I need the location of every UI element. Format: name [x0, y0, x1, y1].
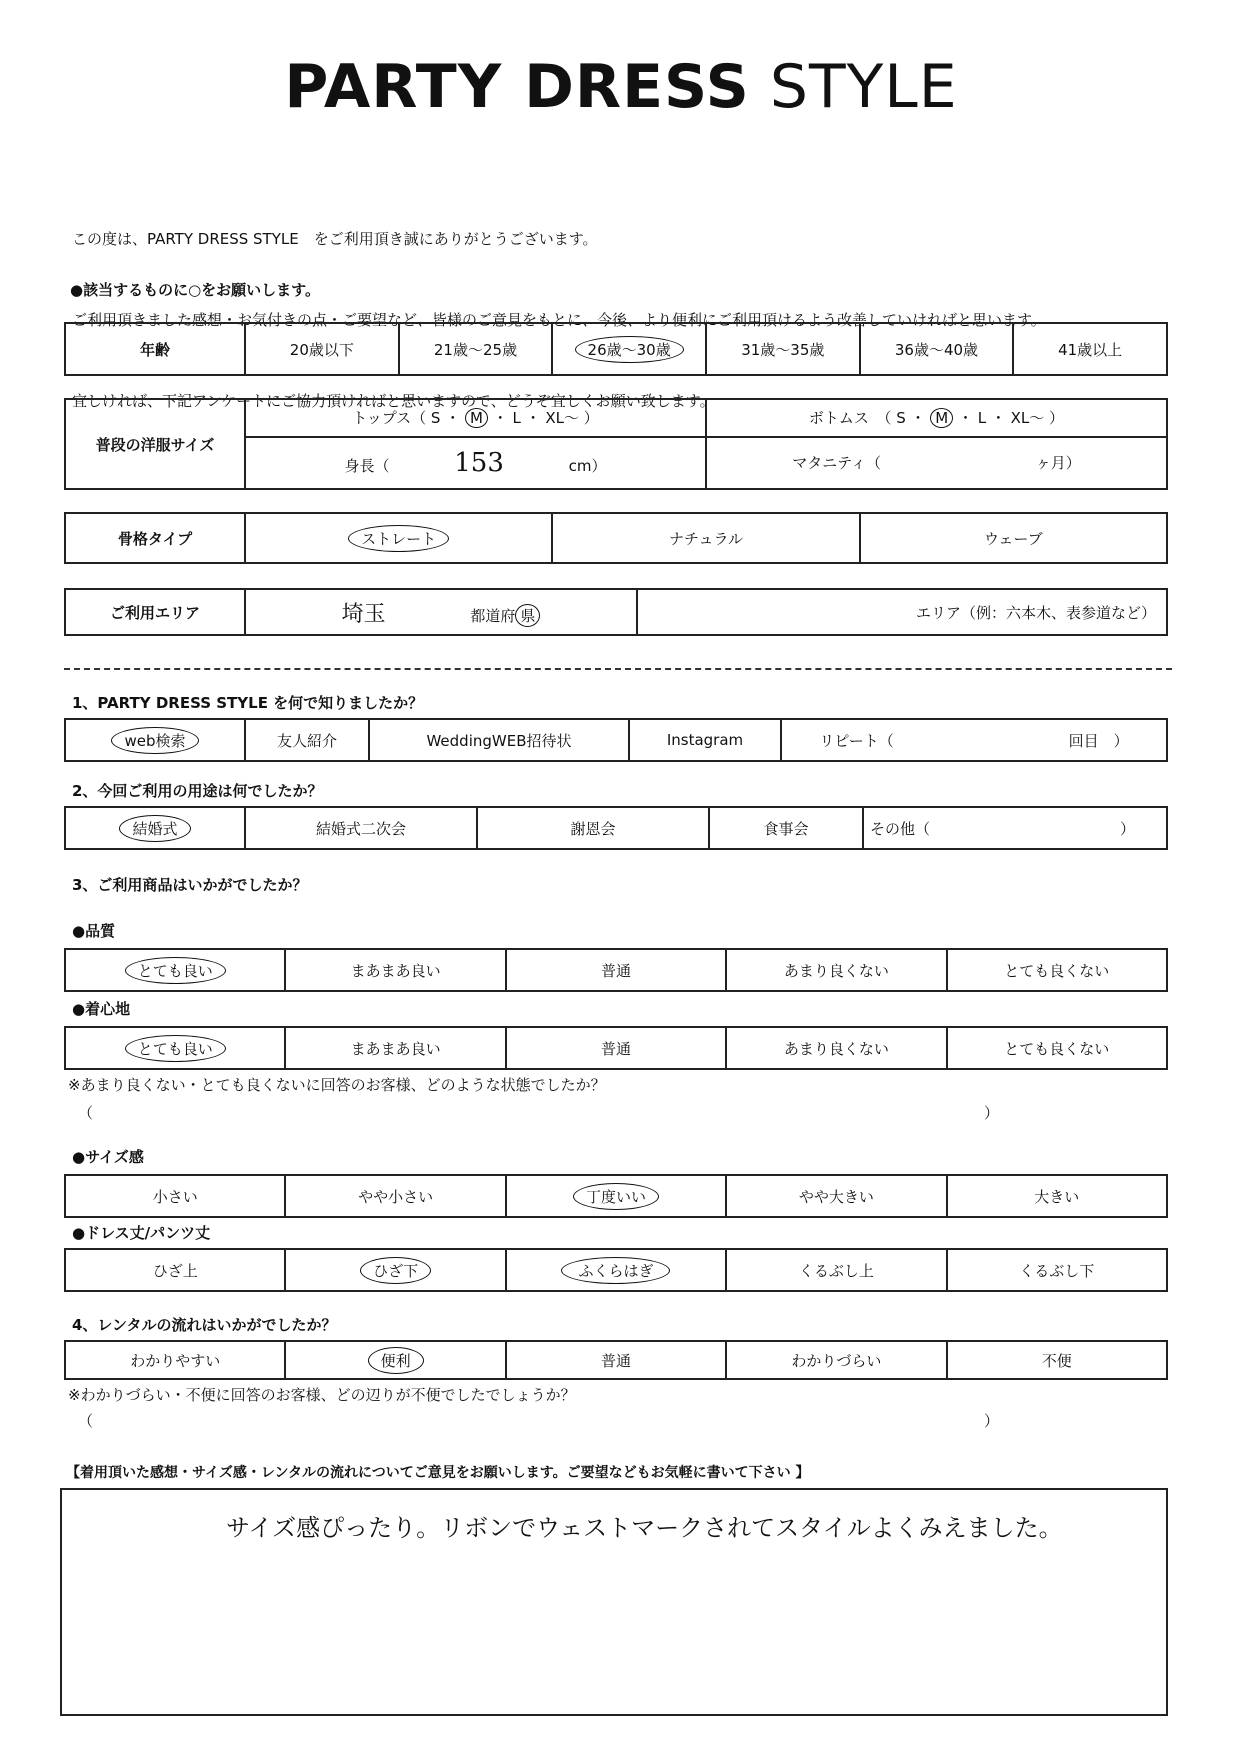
age-table — [64, 322, 1168, 376]
q4-note: ※わかりづらい・不便に回答のお客様、どの辺りが不便でしたでしょうか？ — [68, 1386, 576, 1404]
q4-option[interactable]: わかりやすい — [65, 1341, 285, 1379]
divider — [64, 668, 1172, 670]
quality-option[interactable]: とても良くない — [947, 949, 1167, 991]
fit-option[interactable]: 小さい — [65, 1175, 285, 1217]
length-option[interactable]: ひざ上 — [65, 1249, 285, 1291]
paren-open: （ — [78, 1104, 94, 1122]
size-label: 普段の洋服サイズ — [65, 399, 245, 489]
instruction: ●該当するものに○をお願いします。 — [70, 281, 320, 299]
fit-table — [64, 1174, 1168, 1218]
age-option[interactable]: 31歳～35歳 — [706, 323, 860, 375]
fit-option[interactable]: 大きい — [947, 1175, 1167, 1217]
q4-title: 4、レンタルの流れはいかがでしたか？ — [72, 1316, 337, 1334]
q1-option-selected[interactable]: web検索 — [65, 719, 245, 761]
comfort-option[interactable]: とても良くない — [947, 1027, 1167, 1069]
comfort-table — [64, 1026, 1168, 1070]
intro-line: ご利用頂きました感想・お気付きの点・ご要望など、皆様のご意見をもとに、今後、より便利にご利用頂けるよう改善していければと思います。 — [72, 311, 1046, 329]
quality-option[interactable]: あまり良くない — [726, 949, 946, 991]
prefecture-selected: 県 — [515, 604, 540, 627]
q2-table — [64, 806, 1168, 850]
q1-repeat[interactable]: リピート（ 回目 ） — [781, 719, 1167, 761]
comfort-option[interactable]: まあまあ良い — [285, 1027, 505, 1069]
comment-header: 【着用頂いた感想・サイズ感・レンタルの流れについてご意見をお願いします。ご要望などもお気軽に書いて下さい 】 — [66, 1465, 810, 1481]
intro-line: この度は、PARTY DRESS STYLE をご利用頂き誠にありがとうございます。 — [72, 230, 598, 248]
length-table — [64, 1248, 1168, 1292]
brand-logo — [0, 52, 1242, 122]
q2-option[interactable]: 謝恩会 — [477, 807, 709, 849]
q4-option[interactable]: 不便 — [947, 1341, 1167, 1379]
q2-option[interactable]: 結婚式二次会 — [245, 807, 477, 849]
comfort-option[interactable]: 普通 — [506, 1027, 726, 1069]
q1-option[interactable]: Instagram — [629, 719, 781, 761]
frame-option[interactable]: ウェーブ — [860, 513, 1167, 563]
quality-option-selected[interactable]: とても良い — [65, 949, 285, 991]
frame-table — [64, 512, 1168, 564]
frame-label: 骨格タイプ — [65, 513, 245, 563]
q1-option[interactable]: WeddingWEB招待状 — [369, 719, 629, 761]
size-table — [64, 398, 1168, 490]
logo-light: STYLE — [769, 52, 958, 122]
comfort-option-selected[interactable]: とても良い — [65, 1027, 285, 1069]
quality-option[interactable]: まあまあ良い — [285, 949, 505, 991]
age-option[interactable]: 20歳以下 — [245, 323, 399, 375]
age-option[interactable]: 21歳～25歳 — [399, 323, 553, 375]
area-label: ご利用エリア — [65, 589, 245, 635]
area-table — [64, 588, 1168, 636]
logo-bold: PARTY DRESS — [284, 52, 750, 122]
tops-size[interactable]: トップス（ S ・ M ・ L ・ XL～ ） — [245, 399, 706, 437]
length-option[interactable]: くるぶし下 — [947, 1249, 1167, 1291]
paren-close: ） — [984, 1412, 1000, 1430]
maternity-field[interactable]: マタニティ（ ヶ月） — [706, 437, 1167, 489]
q1-table — [64, 718, 1168, 762]
q3-title: 3、ご利用商品はいかがでしたか？ — [72, 876, 308, 894]
q4-option[interactable]: わかりづらい — [726, 1341, 946, 1379]
comfort-label: ●着心地 — [72, 1000, 131, 1018]
height-field[interactable]: 身長（ 153 cm） — [245, 437, 706, 489]
age-option[interactable]: 36歳～40歳 — [860, 323, 1014, 375]
q3-note: ※あまり良くない・とても良くないに回答のお客様、どのような状態でしたか？ — [68, 1076, 606, 1094]
fit-option[interactable]: やや大きい — [726, 1175, 946, 1217]
frame-option[interactable]: ナチュラル — [552, 513, 859, 563]
q4-table — [64, 1340, 1168, 1380]
intro-line: 宜しければ、下記アンケートにご協力頂ければと思いますので、どうぞ宜しくお願い致します。 — [72, 392, 715, 410]
fit-option-selected[interactable]: 丁度いい — [506, 1175, 726, 1217]
bottoms-selected: M — [930, 408, 953, 428]
height-value: 153 — [454, 447, 504, 478]
bottoms-size[interactable]: ボトムス （ S ・ M ・ L ・ XL～ ） — [706, 399, 1167, 437]
q2-other[interactable]: その他（ ） — [863, 807, 1167, 849]
fit-option[interactable]: やや小さい — [285, 1175, 505, 1217]
quality-option[interactable]: 普通 — [506, 949, 726, 991]
age-label: 年齢 — [65, 323, 245, 375]
length-option[interactable]: くるぶし上 — [726, 1249, 946, 1291]
length-option-selected[interactable]: ふくらはぎ — [506, 1249, 726, 1291]
comfort-option[interactable]: あまり良くない — [726, 1027, 946, 1069]
q1-option[interactable]: 友人紹介 — [245, 719, 369, 761]
paren-close: ） — [984, 1104, 1000, 1122]
prefecture-field[interactable]: 埼玉 都道府 県 — [245, 589, 637, 635]
q2-option[interactable]: 食事会 — [709, 807, 863, 849]
frame-option-selected[interactable]: ストレート — [245, 513, 552, 563]
fit-label: ●サイズ感 — [72, 1148, 144, 1166]
q4-option-selected[interactable]: 便利 — [285, 1341, 505, 1379]
tops-selected: M — [465, 408, 488, 428]
length-option-selected[interactable]: ひざ下 — [285, 1249, 505, 1291]
prefecture-value: 埼玉 — [341, 601, 386, 627]
age-option[interactable]: 41歳以上 — [1013, 323, 1167, 375]
comment-text: サイズ感ぴったり。リボンでウェストマークされてスタイルよくみえました。 — [226, 1514, 1063, 1542]
q1-title: 1、PARTY DRESS STYLE を何で知りましたか？ — [72, 694, 424, 712]
q4-option[interactable]: 普通 — [506, 1341, 726, 1379]
quality-label: ●品質 — [72, 922, 116, 940]
length-label: ●ドレス丈/パンツ丈 — [72, 1224, 211, 1242]
age-option-selected[interactable]: 26歳～30歳 — [552, 323, 706, 375]
q2-title: 2、今回ご利用の用途は何でしたか？ — [72, 782, 323, 800]
q2-option-selected[interactable]: 結婚式 — [65, 807, 245, 849]
paren-open: （ — [78, 1412, 94, 1430]
quality-table — [64, 948, 1168, 992]
area-field[interactable]: エリア（例：六本木、表参道など） — [637, 589, 1167, 635]
